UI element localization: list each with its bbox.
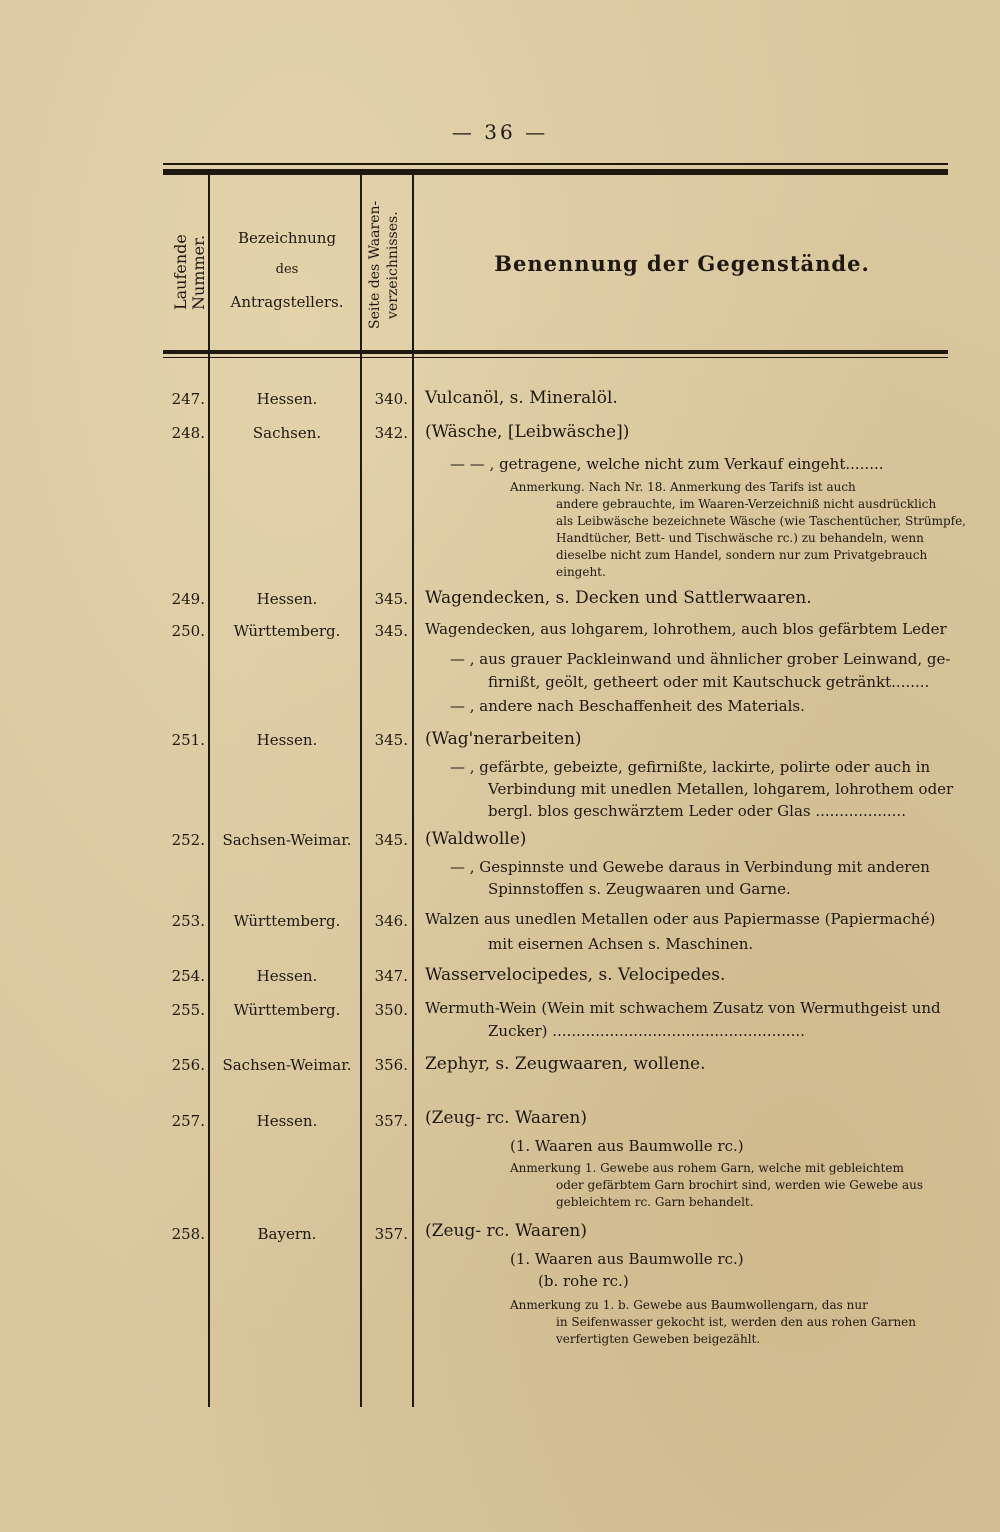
row-number: 248. [171, 424, 205, 442]
row-title: Wagendecken, s. Decken und Sattlerwaaren. [425, 588, 812, 608]
row-number: 256. [171, 1056, 205, 1074]
entry-line: (1. Waaren aus Baumwolle rc.) [510, 1137, 744, 1155]
row-state: Sachsen-Weimar. [222, 1056, 352, 1074]
col-divider-3 [412, 175, 414, 1407]
row-number: 258. [171, 1225, 205, 1243]
row-state: Württemberg. [233, 912, 341, 930]
entry-line: — — , getragene, welche nicht zum Verkauf eingeht........ [450, 455, 884, 473]
row-page: 346. [374, 912, 408, 930]
entry-line: — , aus grauer Packleinwand und ähnlicher grober Leinwand, ge- [450, 650, 951, 668]
note-line: gebleichtem rc. Garn behandelt. [556, 1195, 754, 1209]
row-number: 249. [171, 590, 205, 608]
note-line: Anmerkung zu 1. b. Gewebe aus Baumwollengarn, das nur [510, 1298, 868, 1312]
note-line: dieselbe nicht zum Handel, sondern nur zum Privatgebrauch [556, 548, 928, 562]
row-page: 356. [374, 1056, 408, 1074]
row-title: Vulcanöl, s. Mineralöl. [425, 388, 618, 408]
row-title: (Zeug- rc. Waaren) [425, 1221, 587, 1241]
row-state: Sachsen. [252, 424, 322, 442]
row-number: 252. [171, 831, 205, 849]
row-page: 342. [374, 424, 408, 442]
note-line: als Leibwäsche bezeichnete Wäsche (wie Taschentücher, Strümpfe, [556, 514, 966, 528]
entry-line: mit eisernen Achsen s. Maschinen. [488, 935, 754, 953]
note-line: Anmerkung 1. Gewebe aus rohem Garn, welche mit gebleichtem [510, 1161, 904, 1175]
entry-line: Zucker) ..................................................... [488, 1022, 805, 1040]
row-number: 250. [171, 622, 205, 640]
entry-line: Spinnstoffen s. Zeugwaaren und Garne. [488, 880, 791, 898]
row-number: 247. [171, 390, 205, 408]
row-title: (Zeug- rc. Waaren) [425, 1108, 587, 1128]
row-page: 345. [374, 590, 408, 608]
note-line: eingeht. [556, 565, 606, 579]
row-page: 350. [374, 1001, 408, 1019]
row-number: 251. [171, 731, 205, 749]
row-number: 255. [171, 1001, 205, 1019]
row-title: (Waldwolle) [425, 829, 527, 849]
row-title: Zephyr, s. Zeugwaaren, wollene. [425, 1054, 706, 1074]
top-rule-thin [163, 163, 948, 165]
header-applicant-line3: Antragstellers. [230, 293, 344, 311]
row-title: Wasservelocipedes, s. Velocipedes. [425, 965, 726, 985]
row-state: Hessen. [256, 590, 318, 608]
note-line: Handtücher, Bett- und Tischwäsche rc.) zu behandeln, wenn [556, 531, 924, 545]
header-rule-thin [163, 357, 948, 358]
row-page: 357. [374, 1112, 408, 1130]
row-state: Hessen. [256, 967, 318, 985]
col-divider-1 [208, 175, 210, 1407]
entry-line: firnißt, geölt, getheert oder mit Kautschuck getränkt........ [488, 673, 930, 691]
header-applicant [213, 222, 361, 318]
header-applicant-line2: des [275, 262, 299, 277]
header-page-ref: Seite des Waaren-verzeichnisses. [367, 200, 401, 330]
page-number: — 36 — [451, 120, 549, 144]
note-line: andere gebrauchte, im Waaren-Verzeichniß nicht ausdrücklich [556, 497, 937, 511]
entry-line: (1. Waaren aus Baumwolle rc.) [510, 1250, 744, 1268]
note-line: verfertigten Geweben beigezählt. [556, 1332, 761, 1346]
entry-line: — , andere nach Beschaffenheit des Materials. [450, 697, 805, 715]
note-line: in Seifenwasser gekocht ist, werden den aus rohen Garnen [556, 1315, 917, 1329]
row-number: 257. [171, 1112, 205, 1130]
header-rule-thick [163, 350, 948, 354]
header-designation: Benennung der Gegenstände. [494, 251, 870, 276]
row-state: Bayern. [257, 1225, 317, 1243]
entry-line: (b. rohe rc.) [538, 1272, 629, 1290]
row-page: 345. [374, 731, 408, 749]
note-line: Anmerkung. Nach Nr. 18. Anmerkung des Tarifs ist auch [510, 480, 856, 494]
header-applicant-line1: Bezeichnung [237, 229, 337, 247]
col-divider-2 [360, 175, 362, 1407]
header-running-number: Laufende Nummer. [171, 234, 208, 311]
entry-line: Verbindung mit unedlen Metallen, lohgarem, lohrothem oder [488, 780, 954, 798]
row-page: 345. [374, 622, 408, 640]
row-title: Walzen aus unedlen Metallen oder aus Papiermasse (Papiermaché) [425, 910, 936, 928]
entry-line: — , Gespinnste und Gewebe daraus in Verbindung mit anderen [450, 858, 930, 876]
row-title: Wermuth-Wein (Wein mit schwachem Zusatz von Wermuthgeist und [425, 999, 941, 1017]
row-state: Württemberg. [233, 1001, 341, 1019]
row-state: Württemberg. [233, 622, 341, 640]
row-number: 254. [171, 967, 205, 985]
entry-line: — , gefärbte, gebeizte, gefirnißte, lackirte, polirte oder auch in [450, 758, 931, 776]
row-title: Wagendecken, aus lohgarem, lohrothem, auch blos gefärbtem Leder [425, 620, 947, 638]
row-title: (Wäsche, [Leibwäsche]) [425, 422, 630, 442]
row-state: Hessen. [256, 731, 318, 749]
row-state: Hessen. [256, 1112, 318, 1130]
note-line: oder gefärbtem Garn brochirt sind, werden wie Gewebe aus [556, 1178, 923, 1192]
row-title: (Wag'nerarbeiten) [425, 729, 582, 749]
row-page: 345. [374, 831, 408, 849]
row-page: 340. [374, 390, 408, 408]
top-rule-thick [163, 169, 948, 175]
row-state: Hessen. [256, 390, 318, 408]
row-page: 347. [374, 967, 408, 985]
row-state: Sachsen-Weimar. [222, 831, 352, 849]
row-page: 357. [374, 1225, 408, 1243]
entry-line: bergl. blos geschwärztem Leder oder Glas ................... [488, 802, 906, 820]
row-number: 253. [171, 912, 205, 930]
